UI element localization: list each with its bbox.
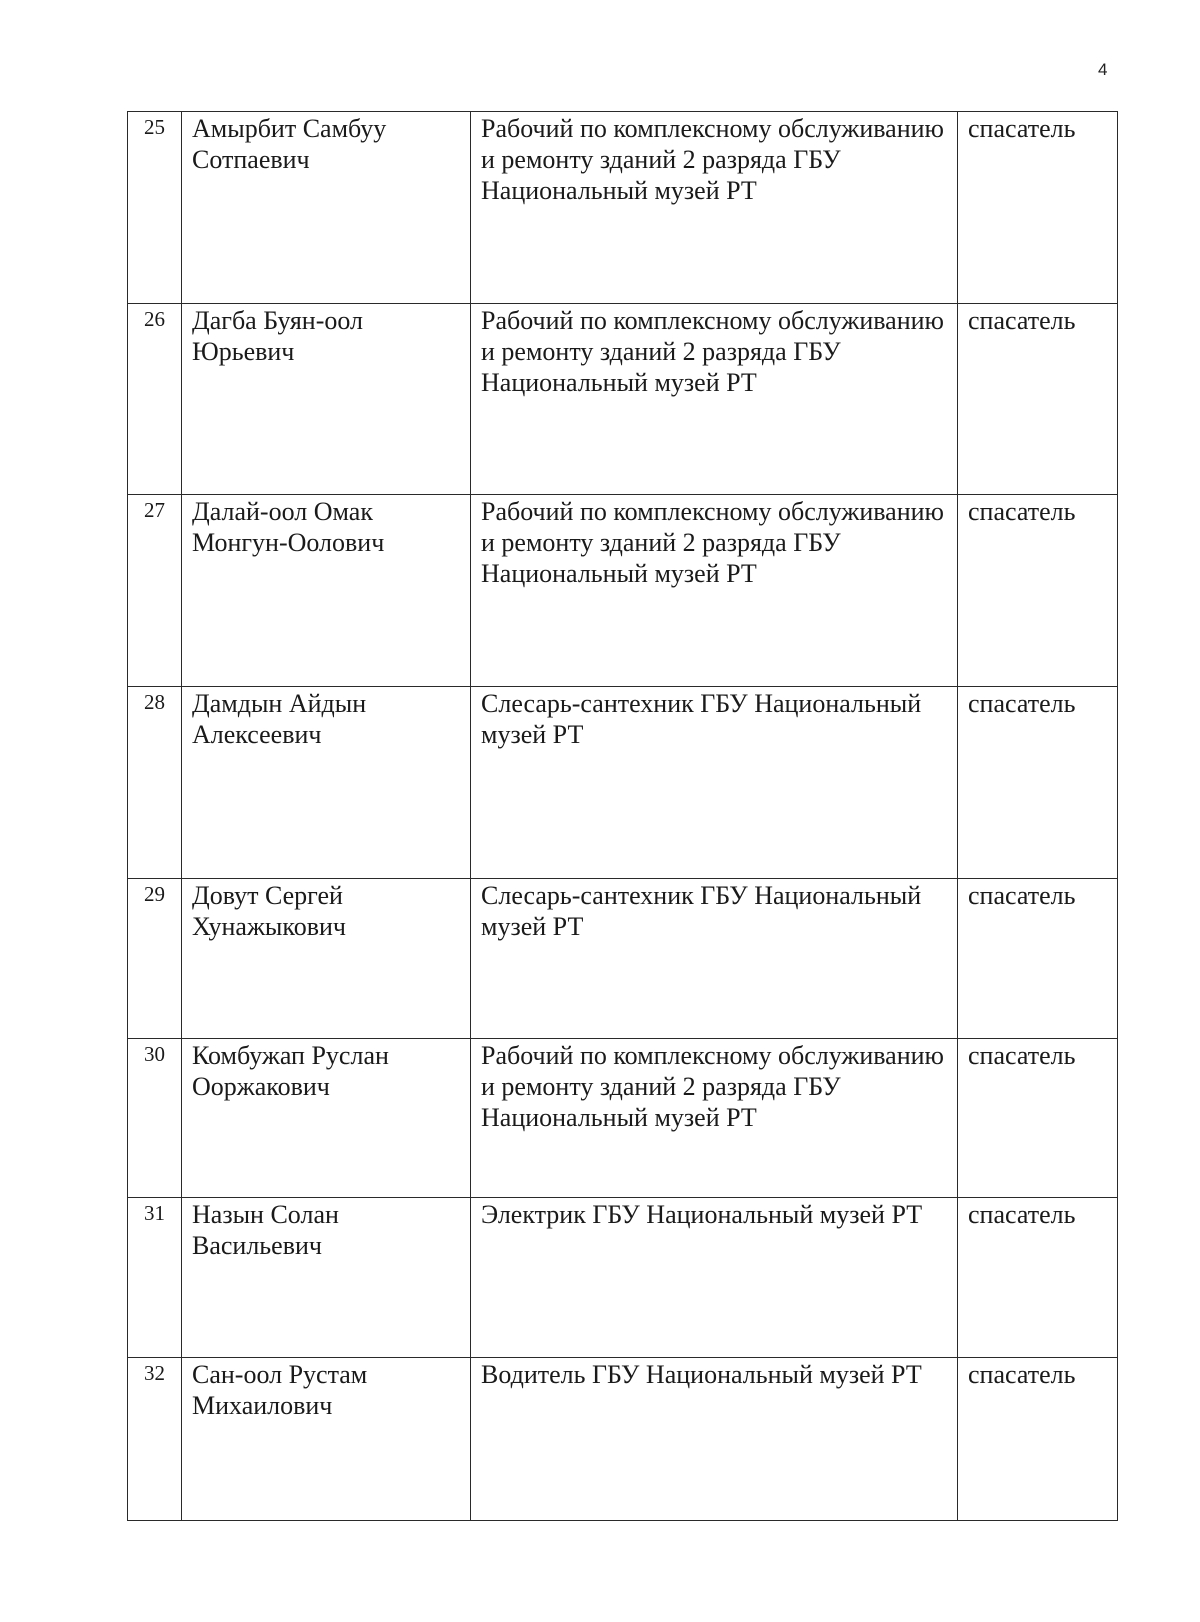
person-role: спасатель [958,1358,1118,1521]
staff-table [127,111,1118,1521]
table-row [128,1039,1118,1198]
person-name: Комбужап Руслан Ооржакович [182,1039,471,1198]
row-number: 32 [128,1358,182,1521]
person-position: Рабочий по комплексному обслуживанию и ремонту зданий 2 разряда ГБУ Национальный музей РТ [471,112,958,304]
table-row [128,112,1118,304]
row-number: 30 [128,1039,182,1198]
table-row [128,304,1118,495]
row-number: 27 [128,495,182,687]
person-name: Дамдын Айдын Алексеевич [182,687,471,879]
person-role: спасатель [958,304,1118,495]
person-role: спасатель [958,1198,1118,1358]
page-number: 4 [1098,60,1108,79]
person-name: Амырбит Самбуу Сотпаевич [182,112,471,304]
person-name: Далай-оол Омак Монгун-Оолович [182,495,471,687]
row-number: 25 [128,112,182,304]
row-number: 29 [128,879,182,1039]
table-row [128,1358,1118,1521]
row-number: 28 [128,687,182,879]
person-position: Рабочий по комплексному обслуживанию и ремонту зданий 2 разряда ГБУ Национальный музей РТ [471,495,958,687]
person-position: Слесарь-сантехник ГБУ Национальный музей РТ [471,687,958,879]
row-number: 31 [128,1198,182,1358]
person-role: спасатель [958,112,1118,304]
person-role: спасатель [958,879,1118,1039]
person-name: Назын Солан Васильевич [182,1198,471,1358]
table-row [128,1198,1118,1358]
person-position: Слесарь-сантехник ГБУ Национальный музей РТ [471,879,958,1039]
person-position: Рабочий по комплексному обслуживанию и ремонту зданий 2 разряда ГБУ Национальный музей РТ [471,1039,958,1198]
person-role: спасатель [958,687,1118,879]
person-position: Электрик ГБУ Национальный музей РТ [471,1198,958,1358]
person-name: Дагба Буян-оол Юрьевич [182,304,471,495]
row-number: 26 [128,304,182,495]
person-position: Водитель ГБУ Национальный музей РТ [471,1358,958,1521]
person-position: Рабочий по комплексному обслуживанию и ремонту зданий 2 разряда ГБУ Национальный музей РТ [471,304,958,495]
person-name: Довут Сергей Хунажыкович [182,879,471,1039]
table-row [128,687,1118,879]
table-row [128,495,1118,687]
person-name: Сан-оол Рустам Михаилович [182,1358,471,1521]
table-row [128,879,1118,1039]
person-role: спасатель [958,495,1118,687]
person-role: спасатель [958,1039,1118,1198]
